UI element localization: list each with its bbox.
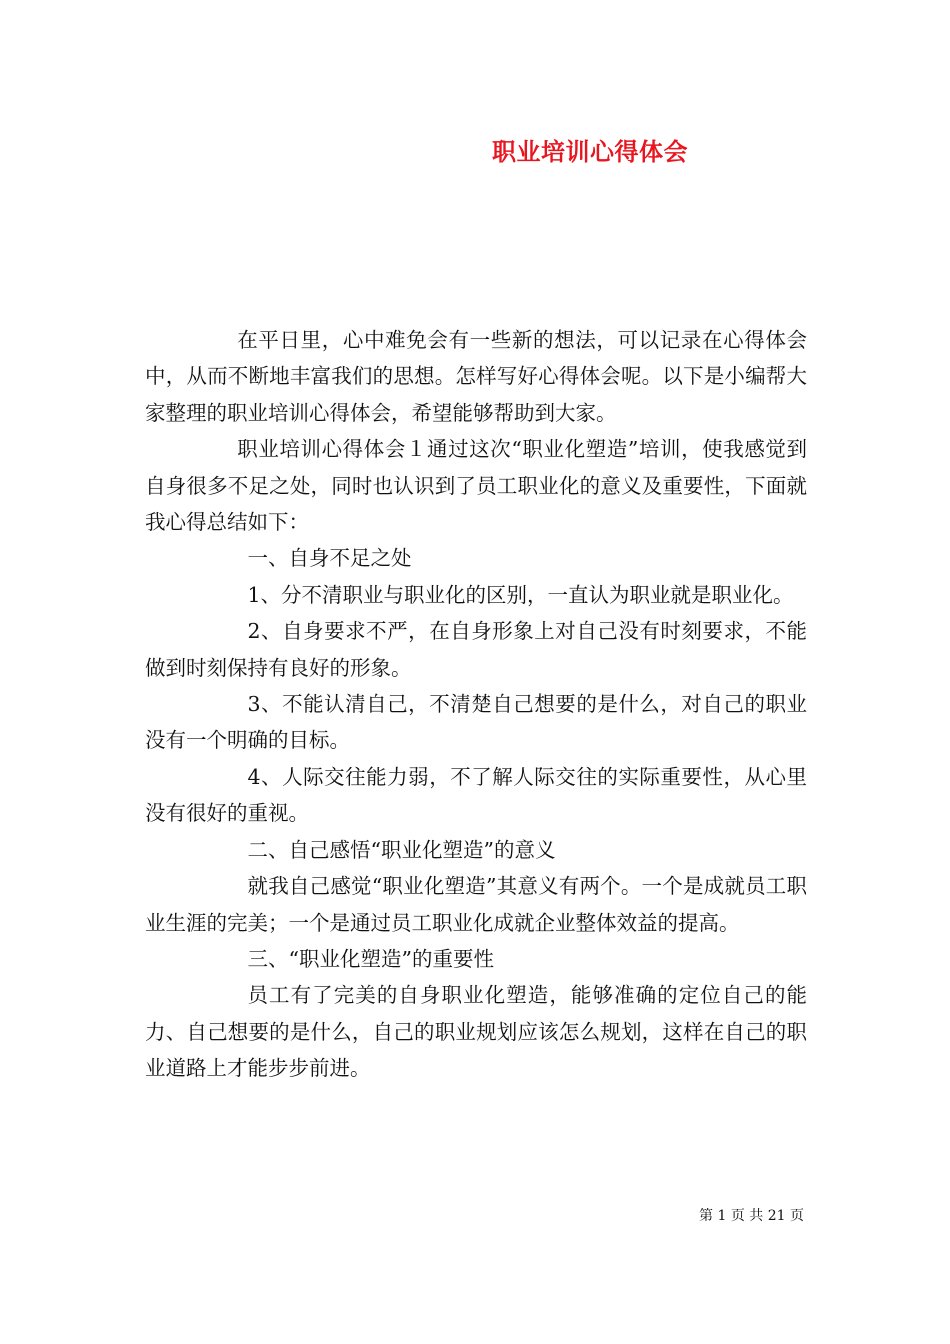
paragraph-meaning: 就我自己感觉“职业化塑造”其意义有两个。一个是成就员工职业生涯的完美；一个是通过员工职业化成就企业整体效益的提高。 bbox=[145, 874, 807, 935]
section-heading-3: 三、“职业化塑造”的重要性 bbox=[247, 946, 494, 971]
list-item-1: 1、分不清职业与职业化的区别，一直认为职业就是职业化。 bbox=[247, 582, 794, 607]
list-item-4: 4、人际交往能力弱，不了解人际交往的实际重要性，从心里没有很好的重视。 bbox=[145, 764, 807, 826]
paragraph-opening: 职业培训心得体会１通过这次“职业化塑造”培训，使我感觉到自身很多不足之处，同时也认识到了员工职业化的意义及重要性，下面就我心得总结如下： bbox=[145, 437, 807, 535]
paragraph-importance: 员工有了完美的自身职业化塑造，能够准确的定位自己的能力、自己想要的是什么，自己的职业规划应该怎么规划，这样在自己的职业道路上才能步步前进。 bbox=[145, 983, 807, 1081]
page-number: 第 1 页 共 21 页 bbox=[699, 1208, 804, 1224]
section-heading-2: 二、自己感悟“职业化塑造”的意义 bbox=[247, 837, 556, 862]
section-heading-1: 一、自身不足之处 bbox=[247, 546, 412, 571]
paragraph-intro: 在平日里，心中难免会有一些新的想法，可以记录在心得体会中，从而不断地丰富我们的思想。怎样写好心得体会呢。以下是小编帮大家整理的职业培训心得体会，希望能够帮助到大家。 bbox=[145, 328, 807, 425]
document-body bbox=[145, 322, 807, 1087]
list-item-2: 2、自身要求不严，在自身形象上对自己没有时刻要求，不能做到时刻保持有良好的形象。 bbox=[145, 619, 807, 680]
document-title: 职业培训心得体会 bbox=[492, 137, 688, 166]
list-item-3: 3、不能认清自己，不清楚自己想要的是什么，对自己的职业没有一个明确的目标。 bbox=[145, 692, 807, 753]
